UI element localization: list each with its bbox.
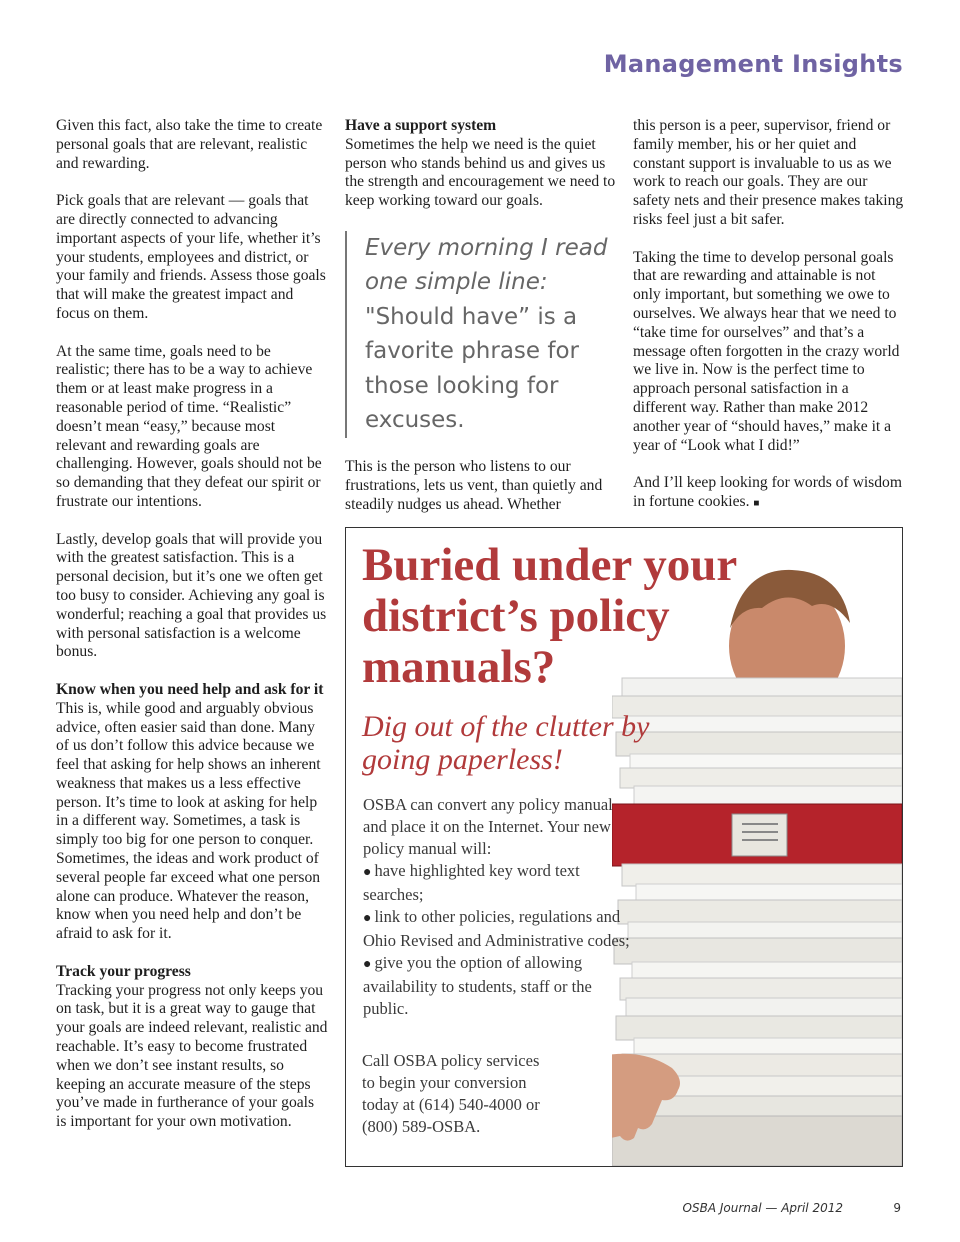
bullet-icon: ●	[363, 957, 372, 972]
page-number: 9	[893, 1201, 901, 1215]
pull-quote-lead: Every morning I read one simple line:	[365, 234, 608, 296]
article-column-1	[56, 117, 328, 1151]
pull-quote	[345, 231, 617, 438]
closing-text: And I’ll keep looking for words of wisdom in fortune cookies.	[633, 474, 902, 510]
subheading-help: Know when you need help and ask for it	[56, 680, 324, 698]
paragraph: Taking the time to develop personal goals that are rewarding and attainable is not only important, but something we owe to ourselves. We always hear that we need to “take time for ourselves” and that’s a message often forgotten in the crazy world we live in. Now is the perfect time to approach personal satisfaction in a different way. Rather than make 2012 another year of “should haves,” make it a year of “Look what I did!”	[633, 248, 900, 454]
ad-bullet	[363, 906, 633, 952]
paragraph: This is the person who listens to our frustrations, lets us vent, than quietly and steadily nudges us ahead. Whether	[345, 457, 603, 513]
article-column-2	[345, 117, 617, 533]
paragraph	[633, 474, 905, 514]
article-column-3	[633, 117, 905, 533]
subheading-track: Track your progress	[56, 962, 191, 980]
paragraph: this person is a peer, supervisor, friend or family member, his or her quiet and constant support is invaluable to us as we work to reach our goals. They are our safety nets and their presence makes taking risks feel just a bit safer.	[633, 117, 904, 228]
ad-bullet	[363, 952, 633, 1020]
section-title: Management Insights	[603, 50, 903, 78]
paragraph: At the same time, goals need to be realistic; there has to be a way to achieve them or at least make progress in a reasonable period of time. “Realistic” doesn’t mean “easy,” because most relevant and rewarding goals are challenging. However, goals should not be so demanding that they defeat our spirit or frustrate our intentions.	[56, 342, 322, 510]
paragraph: Sometimes the help we need is the quiet person who stands behind us and gives us the strength and encouragement we need to keep working toward our goals.	[345, 135, 616, 210]
end-mark-icon: ■	[753, 497, 760, 509]
pull-quote-text: "Should have” is a favorite phrase for those looking for excuses.	[365, 303, 579, 434]
ad-headline: Buried under your district’s policy manuals?	[362, 539, 737, 693]
subheading-support: Have a support system	[345, 117, 497, 134]
advertisement	[345, 527, 903, 1167]
ad-bullet-text: give you the option of allowing availability to students, staff or the public.	[363, 953, 592, 1018]
paragraph: This is, while good and arguably obvious advice, often easier said than done. Many of us don’t follow this advice because we feel that asking for help shows an inherent weakness that makes us a less effective person. It’s time to look at asking for help in a different way. Sometimes, a task is simply too big for one person to conquer. Sometimes, the ideas and work product of several people far exceed what one person alone can produce. Whatever the reason, know when you need help and don’t be afraid to ask for it.	[56, 699, 321, 943]
paragraph: Pick goals that are relevant — goals that are directly connected to advancing important aspects of your life, whether it’s your students, employees and district, or your family and friends. Assess those goals that will make the greatest impact and focus on them.	[56, 192, 326, 322]
ad-call-to-action: Call OSBA policy services to begin your conversion today at (614) 540-4000 or (800) 589-OSBA.	[362, 1051, 540, 1136]
paragraph: Given this fact, also take the time to create personal goals that are relevant, realistic and rewarding.	[56, 117, 323, 172]
page-footer	[0, 1201, 960, 1217]
footer-journal: OSBA Journal — April 2012	[682, 1201, 843, 1215]
ad-bullet-text: have highlighted key word text searches;	[363, 861, 580, 904]
ad-bullet-text: link to other policies, regulations and Ohio Revised and Administrative codes;	[363, 907, 630, 950]
bullet-icon: ●	[363, 865, 372, 880]
ad-bullet	[363, 860, 633, 906]
ad-intro: OSBA can convert any policy manual and place it on the Internet. Your new policy manual will:	[363, 795, 613, 858]
paragraph: Lastly, develop goals that will provide you with the greatest satisfaction. This is a personal decision, but it’s one we often get too busy to consider. Achieving any goal is wonderful; reaching a goal that provides us with personal satisfaction is a welcome bonus.	[56, 530, 327, 661]
bullet-icon: ●	[363, 911, 372, 926]
paragraph: Tracking your progress not only keeps you on task, but it is a great way to gauge that your goals are indeed relevant, realistic and reachable. It’s easy to become frustrated when we don’t see instant results, so keeping an accurate measure of the steps you’ve made in furtherance of your goals is important for your own motivation.	[56, 981, 328, 1131]
ad-body	[363, 794, 633, 1020]
ad-subheadline: Dig out of the clutter by going paperless!	[362, 710, 650, 776]
